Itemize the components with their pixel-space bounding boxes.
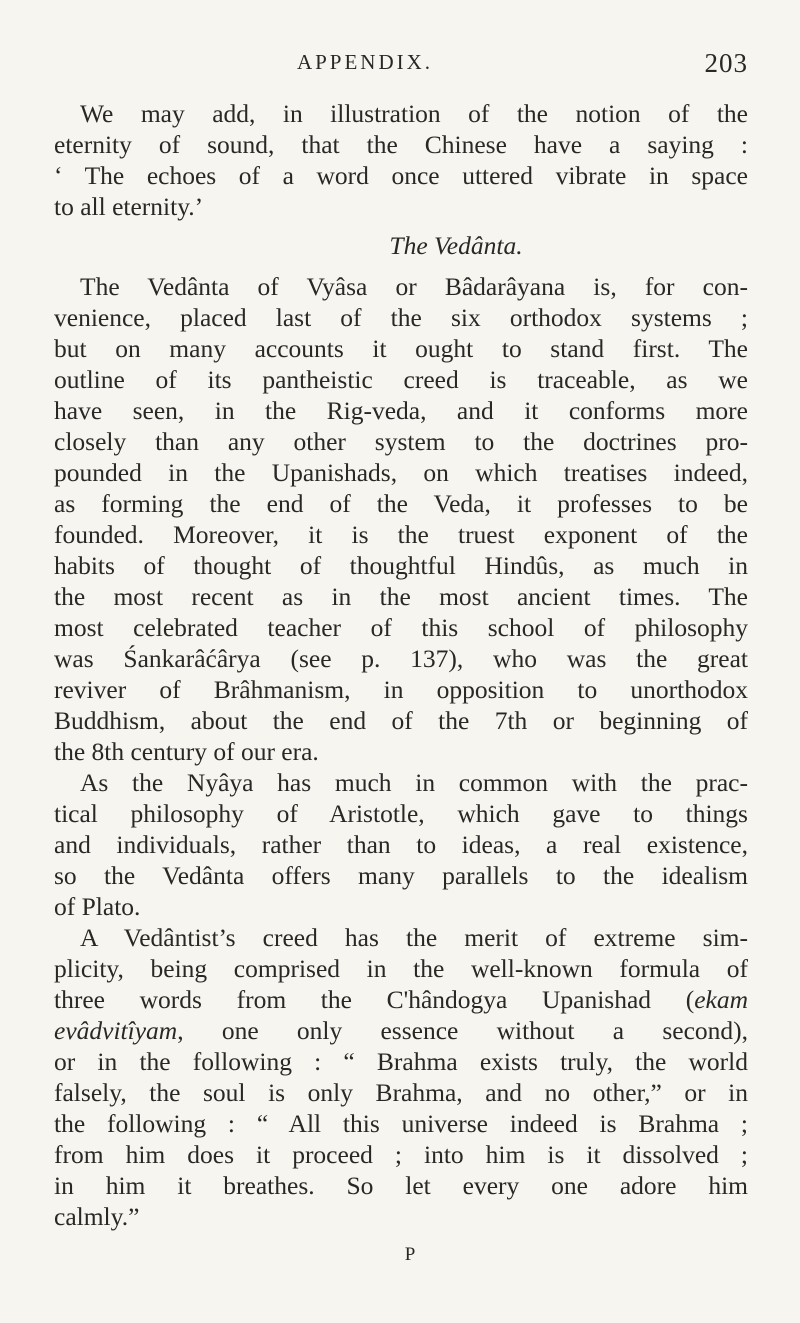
text-line: in him it breathes. So let every one adore him	[54, 1171, 748, 1200]
sanskrit-term: evâdvitîyam	[54, 1016, 178, 1045]
text-line: As the Nyâya has much in common with the prac-	[80, 768, 748, 797]
text-line: tical philosophy of Aristotle, which gave to things	[54, 799, 748, 828]
text-line: falsely, the soul is only Brahma, and no other,” or in	[54, 1078, 748, 1107]
text-line: but on many accounts it ought to stand first. The	[54, 334, 748, 363]
text-line: of Plato.	[54, 892, 141, 921]
text-line: pounded in the Upanishads, on which treatises indeed,	[54, 458, 748, 487]
running-head	[0, 44, 800, 78]
text-line: so the Vedânta offers many parallels to the idealism	[54, 861, 748, 890]
signature-mark	[0, 1244, 800, 1266]
text-line: and individuals, rather than to ideas, a real existence,	[54, 830, 748, 859]
text-line: the most recent as in the most ancient times. The	[54, 582, 748, 611]
text-line: the following : “ All this universe indeed is Brahma ;	[54, 1109, 748, 1138]
text-line: most celebrated teacher of this school of philosophy	[54, 613, 748, 642]
text-line: from him does it proceed ; into him is it dissolved ;	[54, 1140, 748, 1169]
section-heading-text: The Vedânta.	[389, 231, 523, 260]
section-heading	[54, 230, 748, 261]
text-line: as forming the end of the Veda, it professes to be	[54, 489, 748, 518]
text-line: A Vedântist’s creed has the merit of extreme sim-	[80, 923, 748, 952]
text-line: We may add, in illustration of the notion of the	[80, 99, 748, 128]
text-line: have seen, in the Rig-veda, and it conforms more	[54, 396, 748, 425]
text-line: or in the following : “ Brahma exists truly, the world	[54, 1047, 748, 1076]
text-line: to all eternity.’	[54, 192, 204, 221]
sanskrit-term: ekam	[694, 985, 748, 1014]
text-line: founded. Moreover, it is the truest exponent of the	[54, 520, 748, 549]
text-line: outline of its pantheistic creed is traceable, as we	[54, 365, 748, 394]
text-line: habits of thought of thoughtful Hindûs, as much in	[54, 551, 748, 580]
text-line: was Śankarâćârya (see p. 137), who was the great	[54, 644, 748, 673]
text-run: three words from the C'hândogya Upanishad (	[54, 985, 695, 1014]
text-line: closely than any other system to the doctrines pro-	[54, 427, 748, 456]
text-line: eternity of sound, that the Chinese have a saying :	[54, 130, 748, 159]
text-line	[54, 984, 748, 1015]
signature-letter: P	[404, 1244, 416, 1265]
page-number: 203	[704, 48, 748, 78]
text-line: venience, placed last of the six orthodox systems ;	[54, 303, 748, 332]
text-line: the 8th century of our era.	[54, 737, 319, 766]
body-text	[54, 98, 748, 1232]
text-line: plicity, being comprised in the well-known formula of	[54, 954, 748, 983]
text-line: calmly.”	[54, 1202, 140, 1231]
running-title: APPENDIX.	[296, 50, 434, 74]
text-line: reviver of Brâhmanism, in opposition to unorthodox	[54, 675, 748, 704]
text-run: , one only essence without a second),	[177, 1016, 748, 1045]
text-line: The Vedânta of Vyâsa or Bâdarâyana is, for con-	[80, 272, 748, 301]
text-line: Buddhism, about the end of the 7th or beginning of	[54, 706, 748, 735]
text-line	[54, 1015, 748, 1046]
text-line: ‘ The echoes of a word once uttered vibrate in space	[54, 161, 748, 190]
